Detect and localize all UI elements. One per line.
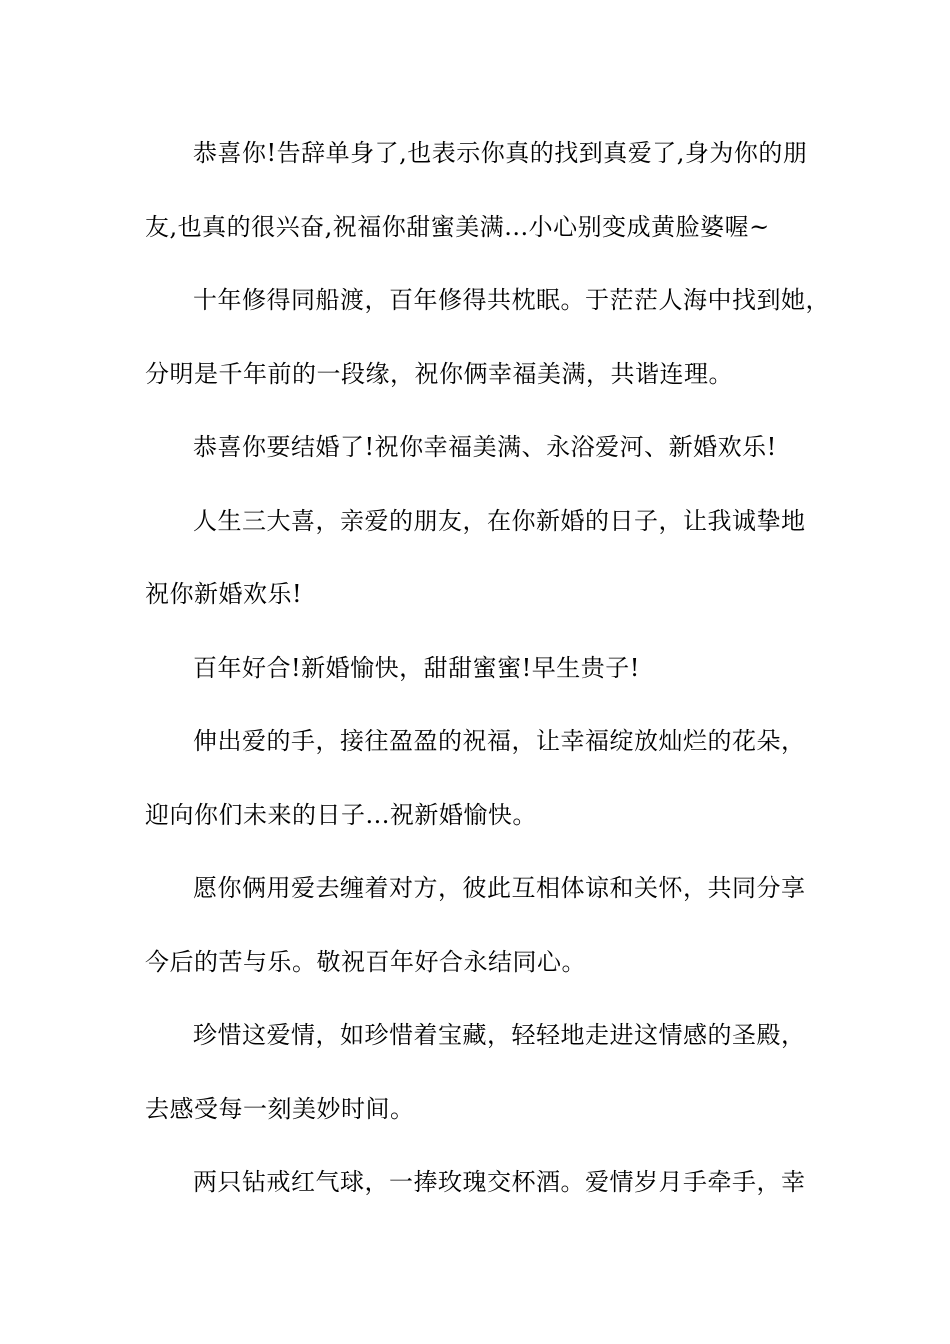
text-line-2: 友,也真的很兴奋,祝福你甜蜜美满...小心别变成黄脸婆喔~ xyxy=(145,212,770,241)
text-line-10: 迎向你们未来的日子...祝新婚愉快。 xyxy=(145,800,537,829)
text-line-4: 分明是千年前的一段缘，祝你俩幸福美满，共谐连理。 xyxy=(145,359,733,388)
text-line-12: 今后的苦与乐。敬祝百年好合永结同心。 xyxy=(145,947,586,976)
text-line-9: 伸出爱的手，接往盈盈的祝福，让幸福绽放灿烂的花朵， xyxy=(193,727,806,755)
text-line-6: 人生三大喜，亲爱的朋友，在你新婚的日子，让我诚挚地 xyxy=(193,506,806,535)
text-line-5: 恭喜你要结婚了!祝你幸福美满、永浴爱河、新婚欢乐! xyxy=(193,433,777,461)
text-line-8: 百年好合!新婚愉快，甜甜蜜蜜!早生贵子! xyxy=(193,653,640,682)
text-line-1: 恭喜你!告辞单身了,也表示你真的找到真爱了,身为你的朋 xyxy=(193,139,808,167)
text-line-13: 珍惜这爱情，如珍惜着宝藏，轻轻地走进这情感的圣殿， xyxy=(193,1021,806,1049)
text-line-3: 十年修得同船渡，百年修得共枕眠。于茫茫人海中找到她， xyxy=(193,286,830,314)
document-body xyxy=(145,129,835,1232)
text-line-15: 两只钻戒红气球，一捧玫瑰交杯酒。爱情岁月手牵手，幸 xyxy=(193,1168,806,1196)
text-line-7: 祝你新婚欢乐! xyxy=(145,580,303,608)
text-line-14: 去感受每一刻美妙时间。 xyxy=(145,1094,415,1123)
text-line-11: 愿你俩用爱去缠着对方，彼此互相体谅和关怀，共同分享 xyxy=(193,874,806,902)
